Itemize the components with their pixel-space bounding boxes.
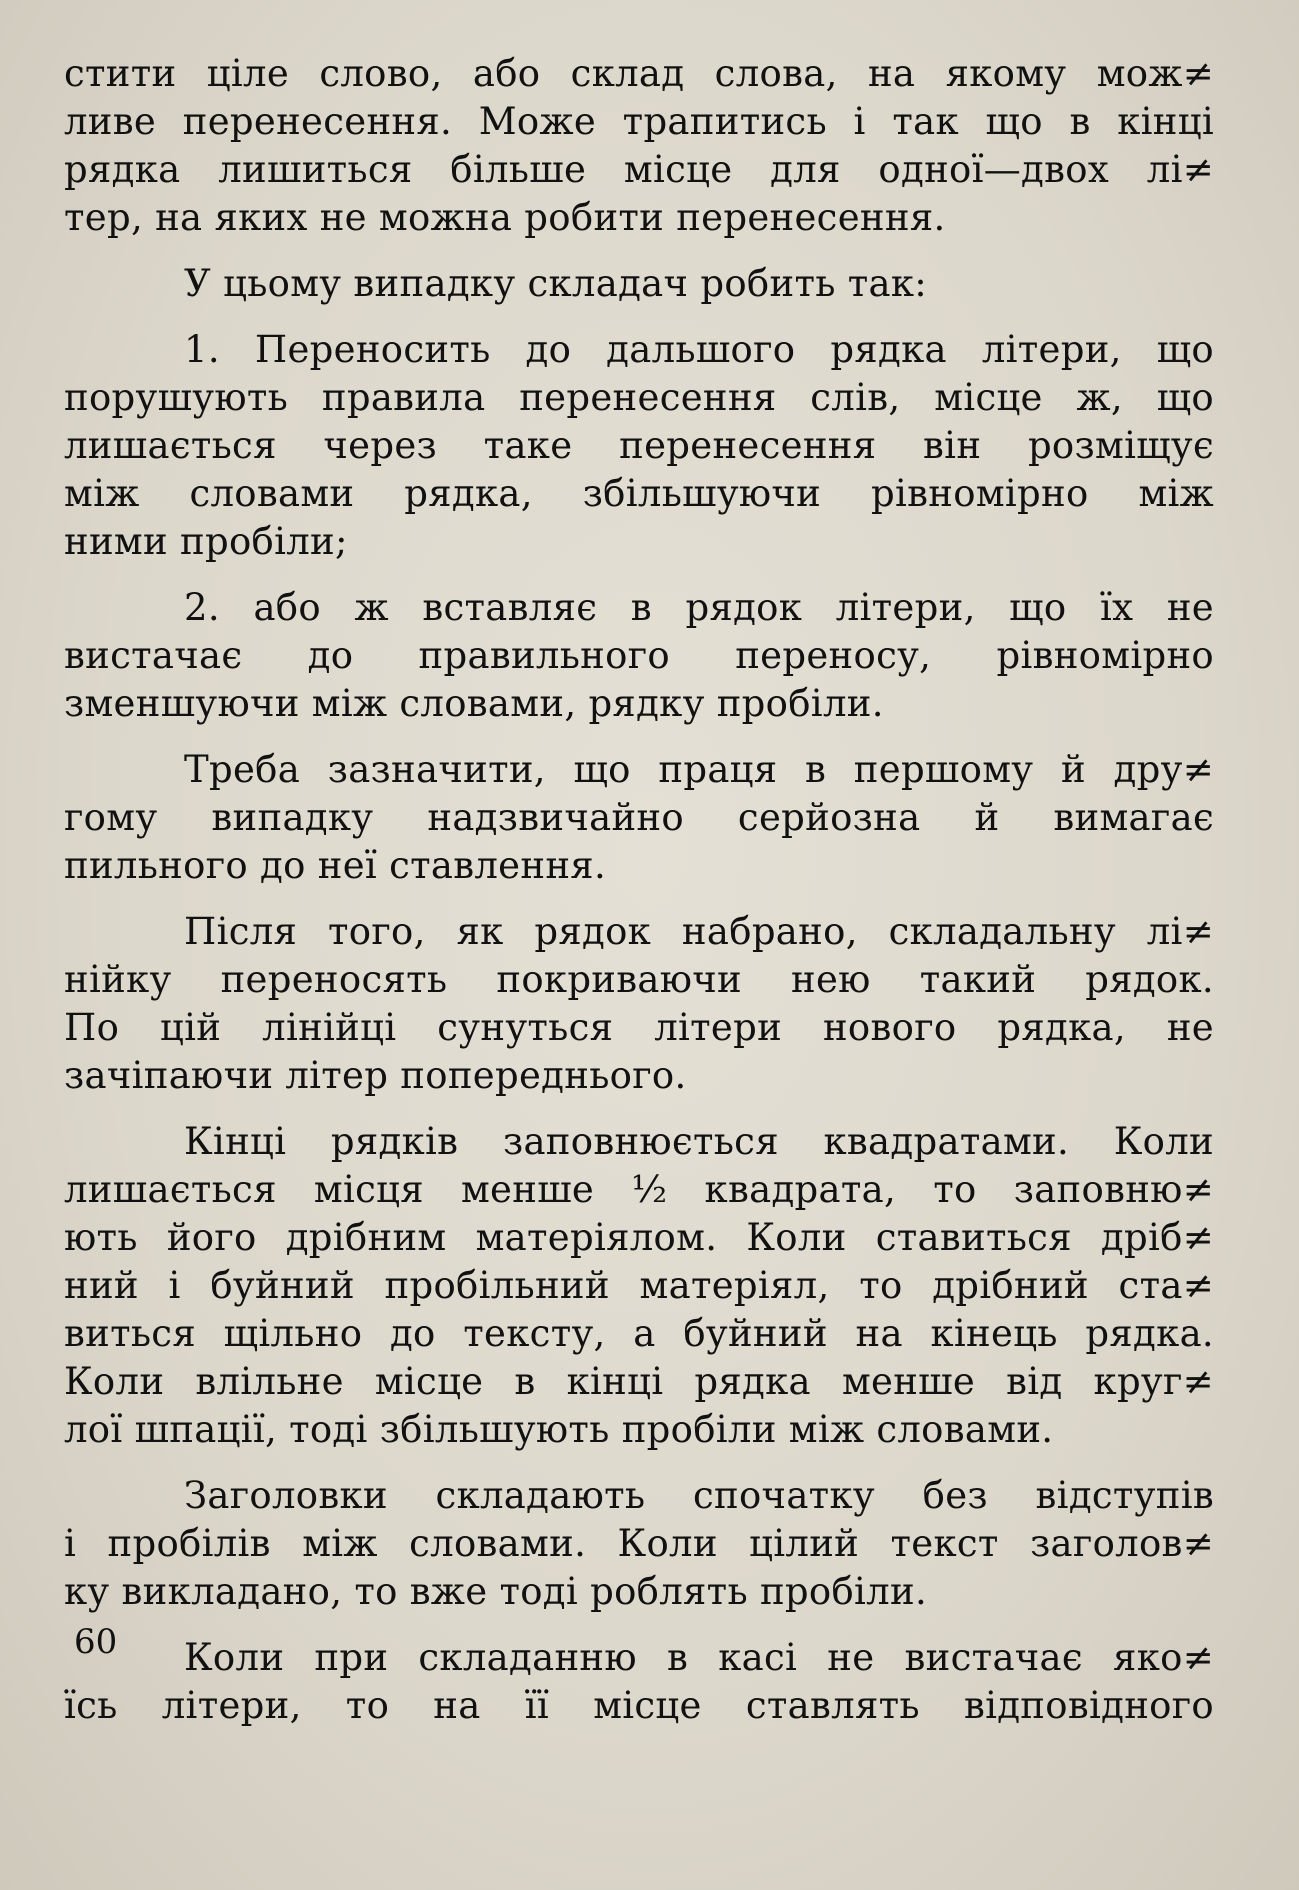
text-line: По цій лінійці сунуться літери нового рядка, не bbox=[64, 1006, 1214, 1049]
text-line: їсь літери, то на її місце ставлять відповідного bbox=[64, 1684, 1214, 1727]
text-line: нійку переносять покриваючи нею такий рядок. bbox=[64, 958, 1214, 1001]
text-line: тер, на яких не можна робити перенесення. bbox=[64, 196, 946, 239]
text-line: У цьому випадку складач робить так: bbox=[184, 262, 928, 305]
paragraph bbox=[64, 908, 1214, 1100]
text-line: лишається через таке перенесення він розміщує bbox=[64, 424, 1214, 467]
text-line: Коли при складанню в касі не вистачає яко≠ bbox=[184, 1636, 1214, 1679]
paragraph bbox=[64, 584, 1214, 728]
paragraph bbox=[64, 326, 1214, 566]
text-line: Заголовки складають спочатку без відступів bbox=[184, 1474, 1214, 1517]
text-line: Коли влільне місце в кінці рядка менше від круг≠ bbox=[64, 1360, 1214, 1403]
text-line: ний і буйний пробільний матеріял, то дрібний ста≠ bbox=[64, 1264, 1214, 1307]
text-line: і пробілів між словами. Коли цілий текст заголов≠ bbox=[64, 1522, 1214, 1565]
paragraph bbox=[64, 1118, 1214, 1454]
text-line: виться щільно до тексту, а буйний на кінець рядка. bbox=[64, 1312, 1214, 1355]
text-line: лишається місця менше ½ квадрата, то заповню≠ bbox=[64, 1168, 1214, 1211]
text-line: пильного до неї ставлення. bbox=[64, 844, 607, 887]
paragraph bbox=[64, 1472, 1214, 1616]
text-line: ють його дрібним матеріялом. Коли ставиться дріб≠ bbox=[64, 1216, 1214, 1259]
body-text bbox=[64, 50, 1214, 1748]
paragraph bbox=[64, 1634, 1214, 1730]
text-line: ливе перенесення. Може трапитись і так що в кінці bbox=[64, 100, 1214, 143]
text-line: зменшуючи між словами, рядку пробіли. bbox=[64, 682, 884, 725]
text-line: 2. або ж вставляє в рядок літери, що їх не bbox=[184, 586, 1214, 629]
text-line: 1. Переносить до дальшого рядка літери, що bbox=[184, 328, 1214, 371]
text-line: рядка лишиться більше місце для одної—двох лі≠ bbox=[64, 148, 1214, 191]
text-line: Кінці рядків заповнюється квадратами. Коли bbox=[184, 1120, 1214, 1163]
text-line: стити ціле слово, або склад слова, на якому мож≠ bbox=[64, 52, 1214, 95]
text-line: гому випадку надзвичайно серйозна й вимагає bbox=[64, 796, 1214, 839]
text-line: порушують правила перенесення слів, місце ж, що bbox=[64, 376, 1214, 419]
page-number: 60 bbox=[74, 1622, 118, 1662]
text-line: між словами рядка, збільшуючи рівномірно між bbox=[64, 472, 1214, 515]
text-line: Треба зазначити, що праця в першому й дру≠ bbox=[184, 748, 1214, 791]
paragraph bbox=[64, 260, 1214, 308]
text-line: ку викладано, то вже тоді роблять пробіли. bbox=[64, 1570, 928, 1613]
text-line: зачіпаючи літер попереднього. bbox=[64, 1054, 687, 1097]
text-line: ними пробіли; bbox=[64, 520, 348, 563]
text-line: Після того, як рядок набрано, складальну лі≠ bbox=[184, 910, 1214, 953]
paragraph bbox=[64, 746, 1214, 890]
paragraph bbox=[64, 50, 1214, 242]
text-line: вистачає до правильного переносу, рівномірно bbox=[64, 634, 1214, 677]
text-line: лої шпації, тоді збільшують пробіли між словами. bbox=[64, 1408, 1054, 1451]
